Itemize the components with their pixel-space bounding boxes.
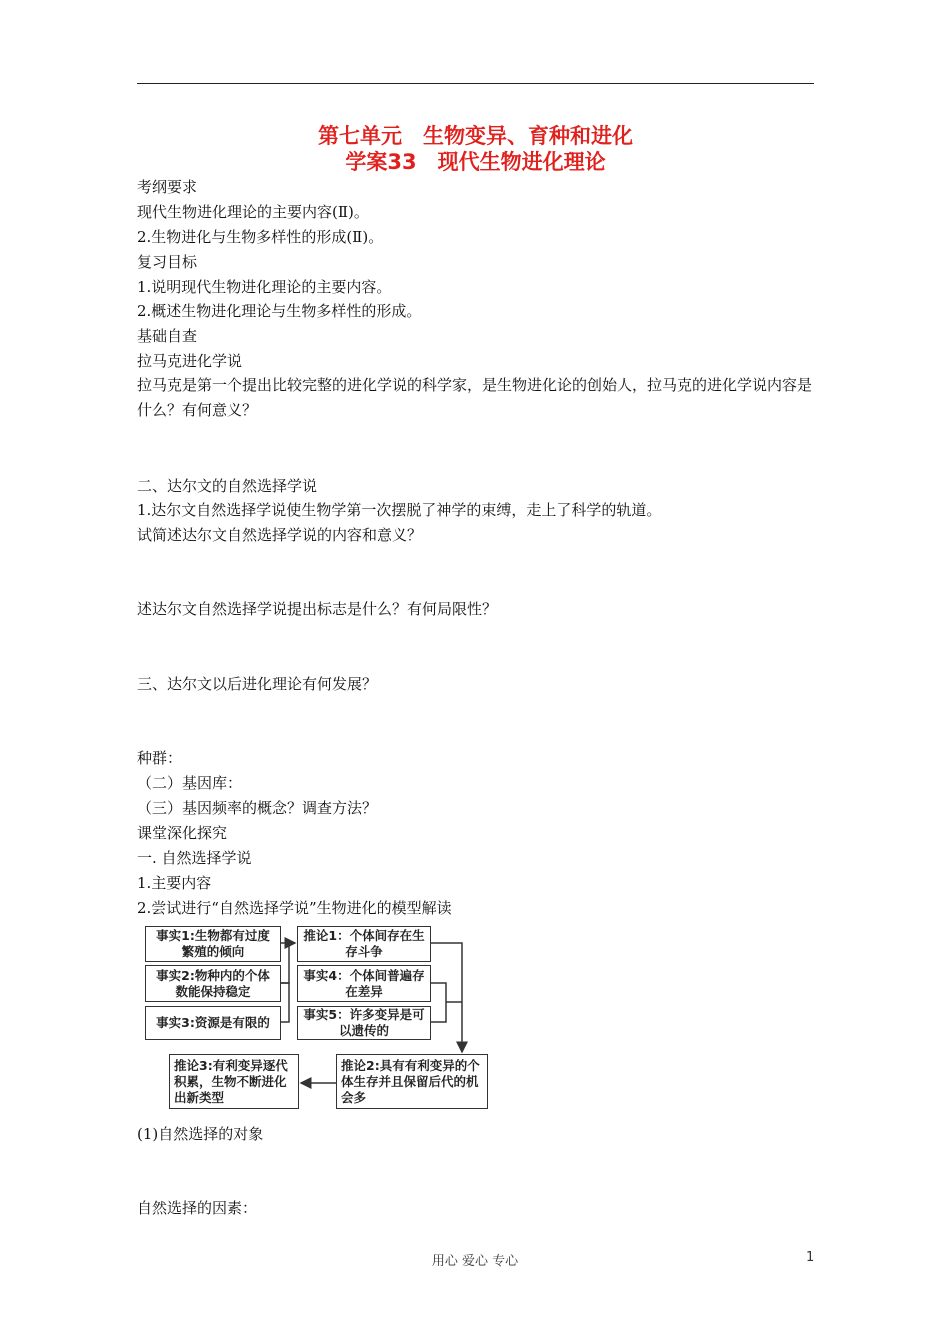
question-selection-factors: 自然选择的因素： [137, 1199, 258, 1217]
footer-motto: 用心 爱心 专心 [431, 1254, 519, 1269]
section-heading-after-darwin: 三、达尔文以后进化理论有何发展？ [137, 675, 378, 693]
header-rule [137, 83, 814, 84]
fact-3-box: 事实3:资源是有限的 [145, 1006, 281, 1040]
darwin-point-1: 1.达尔文自然选择学说使生物学第一次摆脱了神学的束缚，走上了科学的轨道。 [137, 501, 662, 519]
unit-title: 第七单元 生物变异、育种和进化 [318, 124, 633, 148]
page-number: 1 [806, 1250, 815, 1265]
subheading-natural-selection: 一. 自然选择学说 [137, 849, 252, 867]
fact-4-box: 事实4：个体间普遍存在差异 [297, 965, 431, 1002]
term-gene-frequency: （三）基因频率的概念？调查方法？ [137, 799, 378, 817]
fact-2-box: 事实2:物种内的个体数能保持稳定 [145, 965, 281, 1002]
syllabus-item-1: 现代生物进化理论的主要内容(Ⅱ)。 [137, 203, 369, 221]
section-heading-deep-study: 课堂深化探究 [137, 824, 228, 842]
connector-fact3 [281, 983, 289, 1022]
inference-2-box: 推论2:具有有利变异的个体生存并且保留后代的机会多 [336, 1054, 488, 1109]
section-heading-syllabus: 考纲要求 [137, 178, 198, 196]
inference-3-box: 推论3:有利变异逐代积累，生物不断进化出新类型 [169, 1054, 299, 1109]
lamarck-question: 拉马克是第一个提出比较完整的进化学说的科学家，是生物进化论的创始人，拉马克的进化学说内容是什么？有何意义？ [137, 376, 813, 419]
connector-inference1-down [431, 943, 462, 1052]
connector-facts-to-inference1 [281, 943, 289, 983]
section-heading-darwin: 二、达尔文的自然选择学说 [137, 477, 318, 495]
subheading-lamarck: 拉马克进化学说 [137, 352, 243, 370]
item-model-interpretation: 2.尝试进行“自然选择学说”生物进化的模型解读 [137, 899, 452, 917]
question-selection-object: (1)自然选择的对象 [137, 1125, 264, 1143]
darwin-question-2: 述达尔文自然选择学说提出标志是什么？有何局限性？ [137, 600, 498, 618]
section-heading-self-check: 基础自查 [137, 327, 198, 345]
goal-item-2: 2.概述生物进化理论与生物多样性的形成。 [137, 302, 422, 320]
lesson-title: 学案33 现代生物进化理论 [345, 150, 606, 174]
term-population: 种群： [137, 749, 183, 767]
syllabus-item-2: 2.生物进化与生物多样性的形成(Ⅱ)。 [137, 228, 384, 246]
fact-5-box: 事实5：许多变异是可以遗传的 [297, 1006, 431, 1040]
darwin-question-1: 试简述达尔文自然选择学说的内容和意义？ [137, 526, 423, 544]
term-gene-pool: （二）基因库： [137, 774, 243, 792]
inference-1-box: 推论1：个体间存在生存斗争 [297, 926, 431, 962]
section-heading-goals: 复习目标 [137, 253, 198, 271]
connector-fact4-fact5 [431, 983, 446, 1022]
fact-1-box: 事实1:生物都有过度繁殖的倾向 [145, 926, 281, 962]
goal-item-1: 1.说明现代生物进化理论的主要内容。 [137, 278, 392, 296]
item-main-content: 1.主要内容 [137, 874, 212, 892]
